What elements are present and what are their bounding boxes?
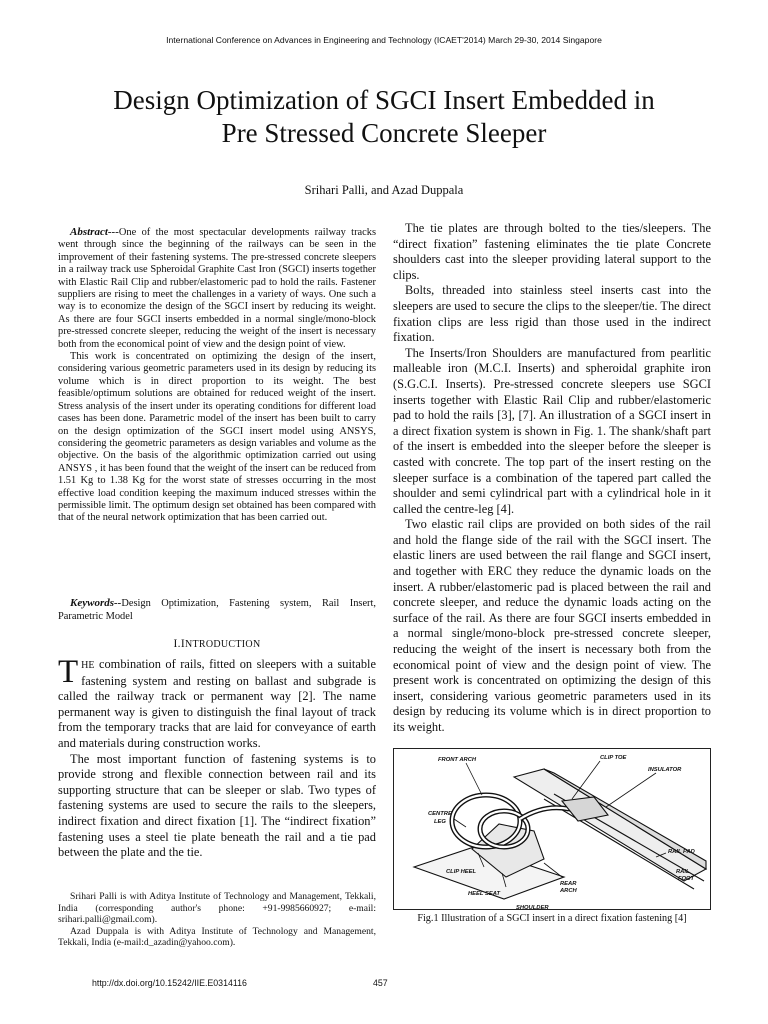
right-column-body [393,221,711,736]
conference-header: International Conference on Advances in Engineering and Technology (ICAET'2014) March 29-30, 2014 Singapore [166,35,602,45]
label-foot: FOOT [678,876,695,882]
figure-1 [393,748,711,910]
sgci-insert-illustration [394,749,710,909]
doi-link[interactable]: http://dx.doi.org/10.15242/IIE.E0314116 [92,978,247,988]
paper-title [40,84,728,150]
rail [514,769,706,881]
intro-paragraph-2: The most important function of fastening systems is to provide strong and flexible connection between rail and its supporting structure that can be sleeper or slab. Two types of fastening systems are used to secure the rails to the sleepers, indirect fixation and direct fixation [1]. The “indirect fixation” fastening uses a steel tie plate beneath the rail and a tie pad between the plate and the tie. [58,751,376,860]
label-centre: CENTRE [428,811,452,817]
label-rear: REAR [560,881,577,887]
label-leg: LEG [434,819,446,825]
section-heading-introduction [58,638,376,650]
keywords-lead: Keywords-- [70,597,122,609]
figure-caption: Fig.1 Illustration of a SGCI insert in a direct fixation fastening [4] [417,913,687,924]
label-rail-pad: RAIL PAD [668,849,695,855]
label-clip-heel: CLIP HEEL [446,869,477,875]
introduction-body [58,654,376,861]
authors: Srihari Palli, and Azad Duppala [304,183,464,197]
abstract-lead: Abstract--- [70,226,119,238]
section-title-first: I [180,638,185,650]
intro-text-1: combination of rails, fitted on sleepers with a suitable fastening system and resting on ballast and subgrade is called the railway track or permanent way [2]. The name permanent way is given to distinguish the final layout of track from the temporary tracks that are laid for conveyance of earth and materials during construction works. [58,657,376,750]
drop-cap: T [58,654,79,690]
label-front-arch: FRONT ARCH [438,757,477,763]
label-heel-seat: HEEL SEAT [468,891,500,897]
section-title-rest: NTRODUCTION [184,639,261,650]
abstract-text-1: One of the most spectacular developments railway tracks went through since the beginning of the railways can be seen in the improvement of their fastening systems. The pre-stressed concrete sleepers in a railway track use Spheroidal Graphite Cast Iron (SGCI) inserts together with Elastic Rail Clip and rubber/elastomeric pad to hold the rails. Fastener suppliers are rising to meet the challenges in a variety of ways. One such a way is to economize the design of the SGCI insert by reducing its weight. As there are four SGCI inserts embedded in a normal single/mono-block pre-stressed concrete sleeper, reducing the weight of the insert is necessary both from the economical point of view and the design point of view. [58,227,376,350]
author-footnotes [58,891,376,949]
label-insulator: INSULATOR [648,767,682,773]
page-number: 457 [373,978,388,988]
footnote-2: Azad Duppala is with Aditya Institute of Technology and Management, Tekkali, India (e-mail:d_azadin@yahoo.com). [58,925,376,949]
right-paragraph-1: The tie plates are through bolted to the ties/sleepers. The “direct fixation” fastening eliminates the tie plate Concrete shoulders cast into the sleeper providing lateral support to the clips. [393,221,711,282]
label-arch: ARCH [560,888,577,894]
keywords-text: Design Optimization, Fastening system, Rail Insert, Parametric Model [58,598,376,622]
right-paragraph-4: Two elastic rail clips are provided on both sides of the rail and hold the flange side of the rail with the SGCI insert. The elastic liners are used between the rail flange and SGCI insert, and together with ERC they reduce the dynamic loads on the insert. A rubber/elastomeric pad is placed between the rail and concrete sleeper, and reduce the dynamic loads acting on the surface of the rail. As there are four SGCI inserts embedded in a normal single/mono-block pre-stressed concrete sleeper, reducing the weight of the insert is necessary both from the economical point of view and the design point of view. The present work is concentrated on optimizing the design of this insert, considering various geometric parameters used in its design by reducing its volume which is in direct proportion to its weight. [393,517,711,734]
intro-smallcaps: HE [81,660,95,671]
label-shoulder: SHOULDER [516,905,549,909]
right-paragraph-3: The Inserts/Iron Shoulders are manufactured from pearlitic malleable iron (M.C.I. Inserts) and spheroidal graphite iron (S.G.C.I. Inserts). Pre-stressed concrete sleepers use SGCI inserts together with Elastic Rail Clip and rubber/elastomeric pad to hold the rails [3], [7]. An illustration of a SGCI insert in a direct fixation system is shown in Fig. 1. The shank/shaft part of the insert is embedded into the sleeper before the sleeper is casted with concrete. The top part of the insert resting on the sleeper surface is a combination of the tapered part called the shoulder and semi cylindrical part with a cylindrical hole in it called the centre-leg [4]. [393,345,711,516]
label-rail: RAIL [676,869,690,875]
label-clip-toe: CLIP TOE [600,755,627,761]
title-line-2: Pre Stressed Concrete Sleeper [221,118,547,148]
section-number: I. [173,638,181,650]
title-line-1: Design Optimization of SGCI Insert Embedded in [113,85,655,115]
right-paragraph-2: Bolts, threaded into stainless steel inserts cast into the sleepers are used to secure the clips to the sleeper/tie. The direct fixation clips are less rigid than those used in the indirect fixation. [393,283,711,345]
footnote-1: Srihari Palli is with Aditya Institute of Technology and Management, Tekkali, India (corresponding author's phone: +91-9985660927; e-mail: srihari.palli@gmail.com). [58,891,376,926]
keywords [58,597,376,623]
abstract [58,226,376,525]
intro-paragraph-1 [58,654,376,752]
abstract-paragraph-2: This work is concentrated on optimizing the design of the insert, considering various geometric parameters used in its design by reducing its volume which is in direct proportion to its weight. The best feasible/optimum solutions are obtained for reduced weight of the insert. Stress analysis of the insert under its operating conditions for different load cases has been done. Parametric model of the insert has been built to carry on the design optimization of the SGCI insert model using ANSYS, considering the geometric parameters as design variables and volume as the objective. On the basis of the algorithmic optimization carried out using ANSYS , it has been found that the weight of the insert can be reduced from 1.51 Kg to 1.38 Kg for the worst state of stresses occurring in the most effective load condition keeping the maximum induced stresses within the permissible limit. The optimum design set obtained has been compared with that of the neural network optimization that has been carried out. [58,351,376,524]
abstract-paragraph-1 [58,226,376,351]
